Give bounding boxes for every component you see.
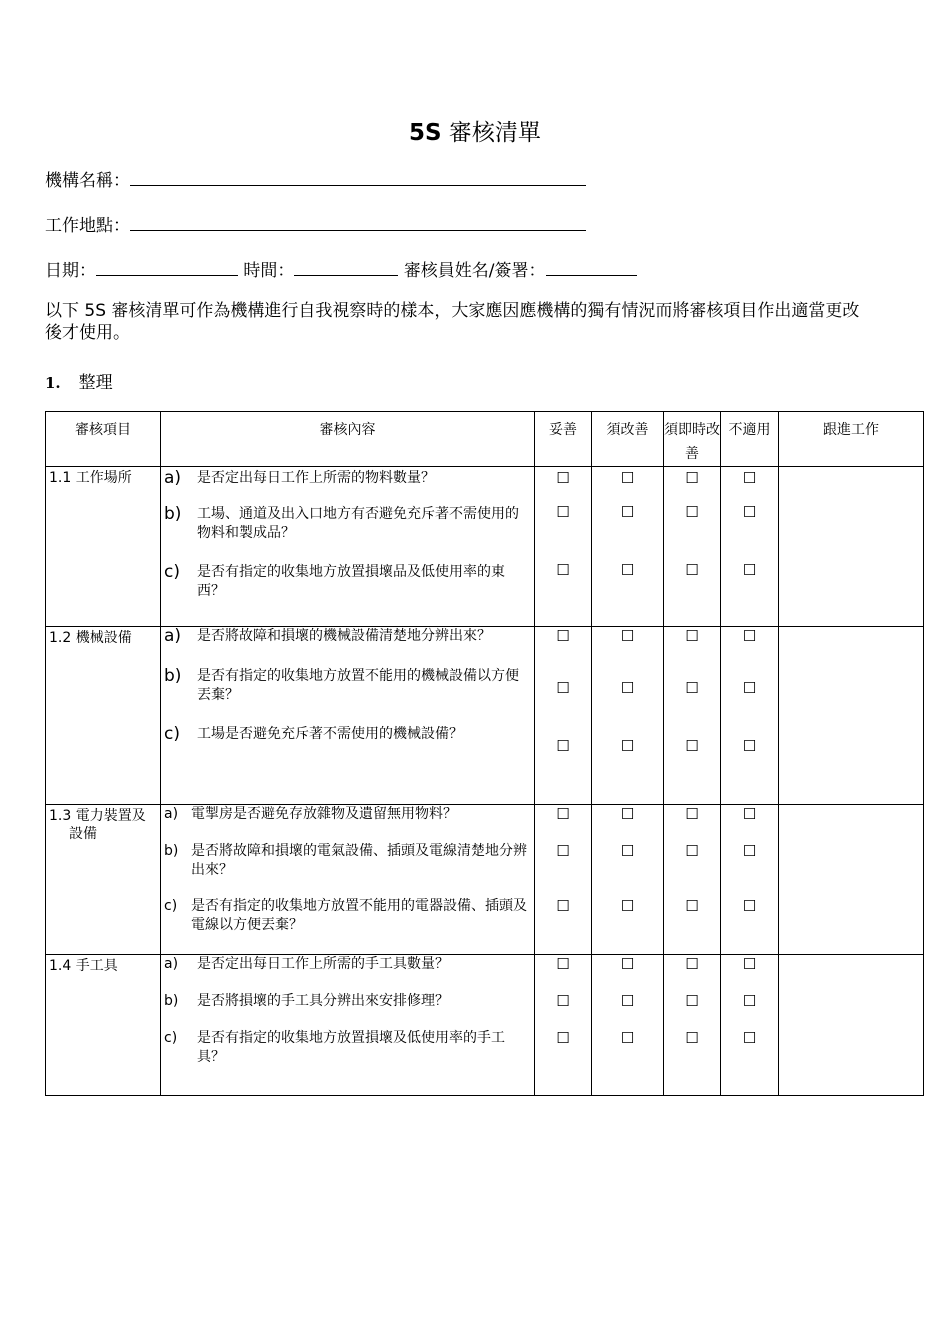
org-name-label: 機構名稱： — [45, 171, 130, 191]
audit-item-label: c) — [164, 898, 178, 914]
audit-content-cell — [161, 627, 535, 805]
audit-item — [161, 992, 534, 1029]
audit-item-text: 是否將故障和損壞的電氣設備、插頭及電線清楚地分辨出來？ — [191, 843, 527, 878]
location-line — [45, 211, 586, 236]
immediate-improvement-cell — [664, 955, 721, 1096]
not-applicable-checkbox[interactable]: ☐ — [742, 627, 757, 645]
satisfactory-checkbox[interactable]: ☐ — [556, 679, 570, 697]
immediate-improvement-checkbox[interactable]: ☐ — [685, 679, 699, 697]
immediate-improvement-checkbox[interactable]: ☐ — [685, 503, 699, 521]
satisfactory-checkbox[interactable]: ☐ — [556, 897, 570, 915]
not-applicable-cell — [721, 627, 779, 805]
not-applicable-checkbox[interactable]: ☐ — [742, 561, 757, 579]
audit-item-label: c) — [164, 562, 180, 582]
needs-improvement-checkbox[interactable]: ☐ — [620, 679, 635, 697]
not-applicable-checkbox[interactable]: ☐ — [742, 503, 757, 521]
satisfactory-checkbox[interactable]: ☐ — [556, 503, 570, 521]
not-applicable-cell — [721, 955, 779, 1096]
audit-table — [45, 411, 924, 1096]
date-time-line — [45, 256, 637, 281]
audit-item-text: 是否有指定的收集地方放置損壞及低使用率的手工具？ — [197, 1030, 505, 1065]
follow-up-cell[interactable] — [779, 467, 924, 627]
title-prefix: 5S — [409, 120, 442, 146]
satisfactory-checkbox[interactable]: ☐ — [556, 561, 570, 579]
audit-item — [161, 897, 534, 953]
needs-improvement-checkbox[interactable]: ☐ — [620, 992, 635, 1010]
satisfactory-checkbox[interactable]: ☐ — [556, 805, 570, 823]
audit-category — [46, 955, 161, 1096]
audit-item — [161, 505, 534, 563]
audit-category-label: 1.1 工作場所 — [49, 470, 132, 486]
audit-item-text: 是否有指定的收集地方放置不能用的電器設備、插頭及電線以方便丟棄？ — [191, 898, 527, 933]
table-row — [46, 467, 924, 627]
audit-item — [161, 667, 534, 725]
audit-item-label: c) — [164, 724, 180, 744]
audit-item — [161, 467, 534, 505]
not-applicable-cell — [721, 467, 779, 627]
not-applicable-checkbox[interactable]: ☐ — [742, 842, 757, 860]
not-applicable-checkbox[interactable]: ☐ — [742, 897, 757, 915]
satisfactory-cell — [535, 467, 592, 627]
immediate-improvement-cell — [664, 805, 721, 955]
not-applicable-checkbox[interactable]: ☐ — [742, 679, 757, 697]
needs-improvement-checkbox[interactable]: ☐ — [620, 955, 635, 973]
header-follow-up: 跟進工作 — [779, 412, 924, 467]
immediate-improvement-checkbox[interactable]: ☐ — [685, 627, 699, 645]
audit-category — [46, 627, 161, 805]
title-main: 審核清單 — [441, 120, 541, 146]
audit-item-text: 是否定出每日工作上所需的手工具數量？ — [197, 956, 449, 972]
immediate-improvement-checkbox[interactable]: ☐ — [685, 897, 699, 915]
satisfactory-cell — [535, 955, 592, 1096]
immediate-improvement-checkbox[interactable]: ☐ — [685, 805, 699, 823]
needs-improvement-checkbox[interactable]: ☐ — [620, 469, 635, 487]
audit-item-text: 工場是否避免充斥著不需使用的機械設備？ — [197, 726, 463, 742]
audit-item-label: a) — [164, 468, 182, 488]
org-name-line — [45, 166, 586, 191]
not-applicable-checkbox[interactable]: ☐ — [742, 992, 757, 1010]
immediate-improvement-cell — [664, 627, 721, 805]
audit-category — [46, 467, 161, 627]
audit-item — [161, 955, 534, 992]
table-row — [46, 627, 924, 805]
audit-content-cell — [161, 467, 535, 627]
satisfactory-checkbox[interactable]: ☐ — [556, 1029, 570, 1047]
audit-item — [161, 842, 534, 897]
not-applicable-cell — [721, 805, 779, 955]
follow-up-cell[interactable] — [779, 955, 924, 1096]
needs-improvement-checkbox[interactable]: ☐ — [620, 805, 635, 823]
satisfactory-checkbox[interactable]: ☐ — [556, 842, 570, 860]
audit-item-text: 是否有指定的收集地方放置損壞品及低使用率的東西？ — [197, 564, 505, 599]
immediate-improvement-checkbox[interactable]: ☐ — [685, 561, 699, 579]
immediate-improvement-checkbox[interactable]: ☐ — [685, 992, 699, 1010]
table-row — [46, 955, 924, 1096]
audit-item-text: 是否將損壞的手工具分辨出來安排修理？ — [197, 993, 449, 1009]
auditor-label: 審核員姓名/簽署： — [403, 261, 546, 281]
header-not-applicable: 不適用 — [721, 412, 779, 467]
satisfactory-checkbox[interactable]: ☐ — [556, 469, 570, 487]
audit-item-label: a) — [164, 626, 182, 646]
needs-improvement-checkbox[interactable]: ☐ — [620, 561, 635, 579]
audit-item-text: 是否有指定的收集地方放置不能用的機械設備以方便丟棄？ — [197, 668, 519, 703]
needs-improvement-cell — [592, 467, 664, 627]
immediate-improvement-checkbox[interactable]: ☐ — [685, 469, 699, 487]
audit-item-label: a) — [164, 806, 179, 822]
audit-content-cell — [161, 955, 535, 1096]
not-applicable-checkbox[interactable]: ☐ — [742, 469, 757, 487]
time-field[interactable] — [294, 257, 398, 276]
org-name-field[interactable] — [130, 167, 586, 186]
audit-item-text: 是否定出每日工作上所需的物料數量？ — [197, 470, 435, 486]
audit-item-label: b) — [164, 504, 182, 524]
immediate-improvement-checkbox[interactable]: ☐ — [685, 955, 699, 973]
audit-item-label: b) — [164, 843, 179, 859]
date-field[interactable] — [96, 257, 238, 276]
not-applicable-checkbox[interactable]: ☐ — [742, 1029, 757, 1047]
audit-item-label: a) — [164, 956, 179, 972]
satisfactory-cell — [535, 805, 592, 955]
audit-category-label: 1.3 電力裝置及設備 — [49, 808, 146, 842]
table-row — [46, 805, 924, 955]
satisfactory-checkbox[interactable]: ☐ — [556, 955, 570, 973]
table-header-row — [46, 412, 924, 467]
needs-improvement-cell — [592, 805, 664, 955]
satisfactory-checkbox[interactable]: ☐ — [556, 992, 570, 1010]
audit-item-label: b) — [164, 993, 179, 1009]
needs-improvement-checkbox[interactable]: ☐ — [620, 503, 635, 521]
audit-item — [161, 627, 534, 667]
needs-improvement-cell — [592, 955, 664, 1096]
section-heading — [45, 368, 113, 393]
immediate-improvement-checkbox[interactable]: ☐ — [685, 842, 699, 860]
follow-up-cell[interactable] — [779, 805, 924, 955]
date-label: 日期： — [45, 261, 96, 281]
immediate-improvement-checkbox[interactable]: ☐ — [685, 737, 699, 755]
audit-category-label: 1.4 手工具 — [49, 958, 118, 974]
not-applicable-checkbox[interactable]: ☐ — [742, 955, 757, 973]
auditor-field[interactable] — [546, 257, 637, 276]
section-number: 1. — [45, 374, 61, 392]
audit-category — [46, 805, 161, 955]
audit-item-text: 工場、通道及出入口地方有否避免充斥著不需使用的物料和製成品？ — [197, 506, 519, 541]
header-immediate-improvement: 須即時改善 — [664, 412, 721, 467]
needs-improvement-checkbox[interactable]: ☐ — [620, 1029, 635, 1047]
satisfactory-checkbox[interactable]: ☐ — [556, 737, 570, 755]
audit-category-label: 1.2 機械設備 — [49, 630, 132, 646]
immediate-improvement-cell — [664, 467, 721, 627]
header-needs-improvement: 須改善 — [592, 412, 664, 467]
audit-item — [161, 805, 534, 842]
audit-content-cell — [161, 805, 535, 955]
audit-item — [161, 725, 534, 801]
not-applicable-checkbox[interactable]: ☐ — [742, 737, 757, 755]
header-satisfactory: 妥善 — [535, 412, 592, 467]
audit-item-text: 電掣房是否避免存放雜物及遺留無用物料？ — [191, 806, 457, 822]
needs-improvement-checkbox[interactable]: ☐ — [620, 897, 635, 915]
not-applicable-checkbox[interactable]: ☐ — [742, 805, 757, 823]
intro-paragraph: 以下 5S 審核清單可作為機構進行自我視察時的樣本，大家應因應機構的獨有情況而將審核項目作出適當更改後才使用。 — [45, 301, 860, 343]
location-label: 工作地點： — [45, 216, 130, 236]
needs-improvement-checkbox[interactable]: ☐ — [620, 737, 635, 755]
needs-improvement-checkbox[interactable]: ☐ — [620, 627, 635, 645]
audit-item-label: b) — [164, 666, 182, 686]
satisfactory-cell — [535, 627, 592, 805]
satisfactory-checkbox[interactable]: ☐ — [556, 627, 570, 645]
document-title — [0, 114, 950, 147]
needs-improvement-cell — [592, 627, 664, 805]
section-title: 整理 — [78, 373, 113, 393]
audit-item — [161, 1029, 534, 1092]
follow-up-cell[interactable] — [779, 627, 924, 805]
audit-item-text: 是否將故障和損壞的機械設備清楚地分辨出來？ — [197, 628, 491, 644]
audit-item — [161, 563, 534, 625]
audit-item-label: c) — [164, 1030, 178, 1046]
immediate-improvement-checkbox[interactable]: ☐ — [685, 1029, 699, 1047]
needs-improvement-checkbox[interactable]: ☐ — [620, 842, 635, 860]
header-audit-content: 審核內容 — [161, 412, 535, 467]
location-field[interactable] — [130, 212, 586, 231]
header-audit-item: 審核項目 — [46, 412, 161, 467]
time-label: 時間： — [243, 261, 295, 281]
